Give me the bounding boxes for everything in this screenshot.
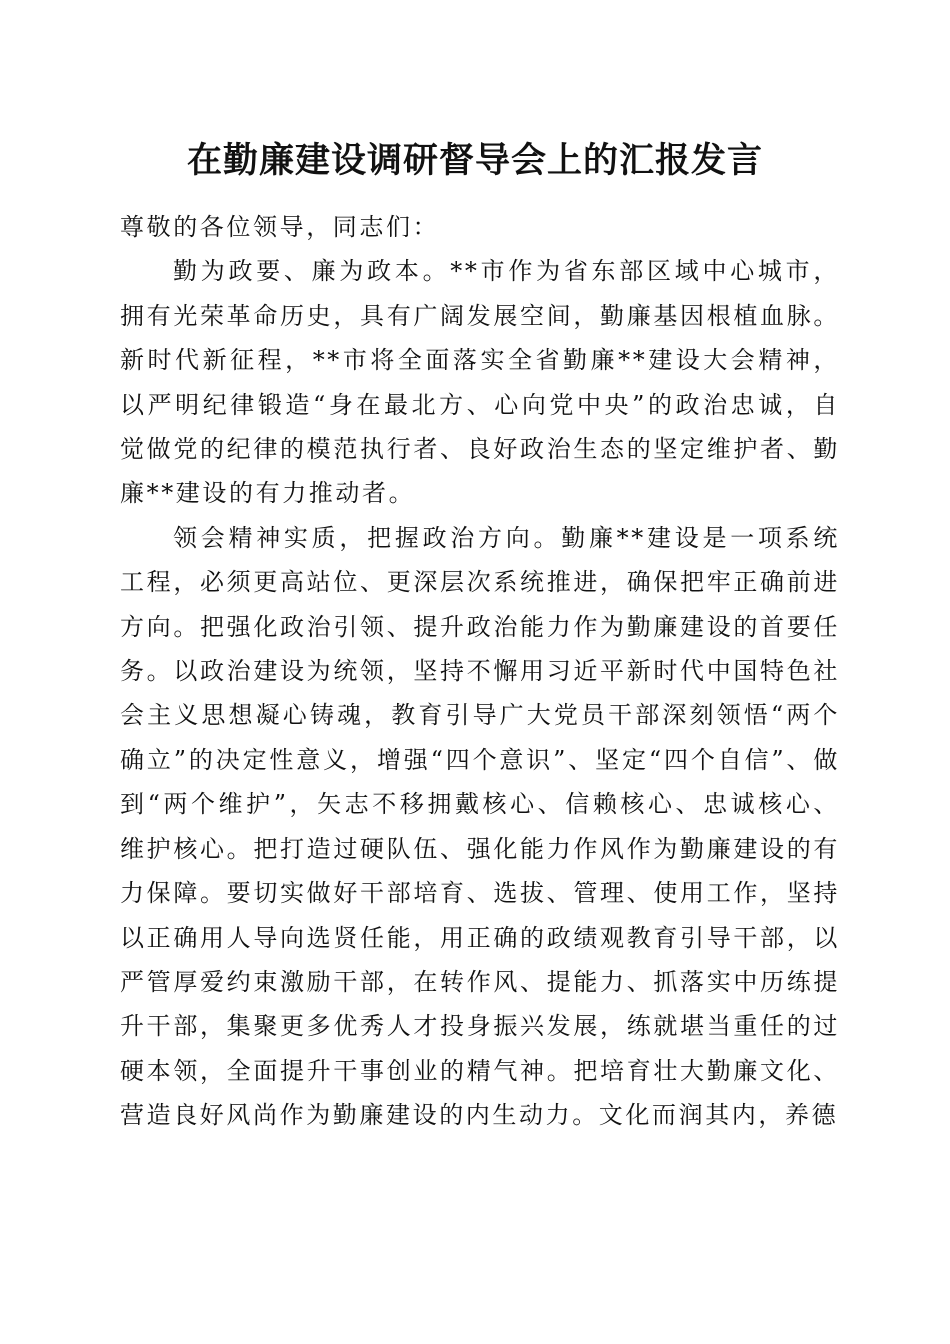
salutation: 尊敬的各位领导，同志们： [120,213,440,241]
paragraph-1: 勤为政要、廉为政本。**市作为省东部区域中心城市，拥有光荣革命历史，具有广阔发展空间，勤廉基因根植血脉。新时代新征程，**市将全面落实全省勤廉**建设大会精神，以严明纪律锻造“身在最北方、心向党中央”的政治忠诚，自觉做党的纪律的模范执行者、良好政治生态的坚定维护者、勤廉**建设的有力推动者。 [120,257,840,508]
document-title: 在勤廉建设调研督导会上的汇报发言 [186,140,763,181]
paragraph-2: 领会精神实质，把握政治方向。勤廉**建设是一项系统工程，必须更高站位、更深层次系统推进，确保把牢正确前进方向。把强化政治引领、提升政治能力作为勤廉建设的首要任务。以政治建设为统领，坚持不懈用习近平新时代中国特色社会主义思想凝心铸魂，教育引导广大党员干部深刻领悟“两个确立”的决定性意义，增强“四个意识”、坚定“四个自信”、做到“两个维护”，矢志不移拥戴核心、信赖核心、忠诚核心、维护核心。把打造过硬队伍、强化能力作风作为勤廉建设的有力保障。要切实做好干部培育、选拔、管理、使用工作，坚持以正确用人导向选贤任能，用正确的政绩观教育引导干部，以严管厚爱约束激励干部，在转作风、提能力、抓落实中历练提升干部，集聚更多优秀人才投身振兴发展，练就堪当重任的过硬本领，全面提升干事创业的精气神。把培育壮大勤廉文化、营造良好风尚作为勤廉建设的内生动力。文化而润其内，养德 [120,523,840,1130]
document-body [120,205,840,1138]
